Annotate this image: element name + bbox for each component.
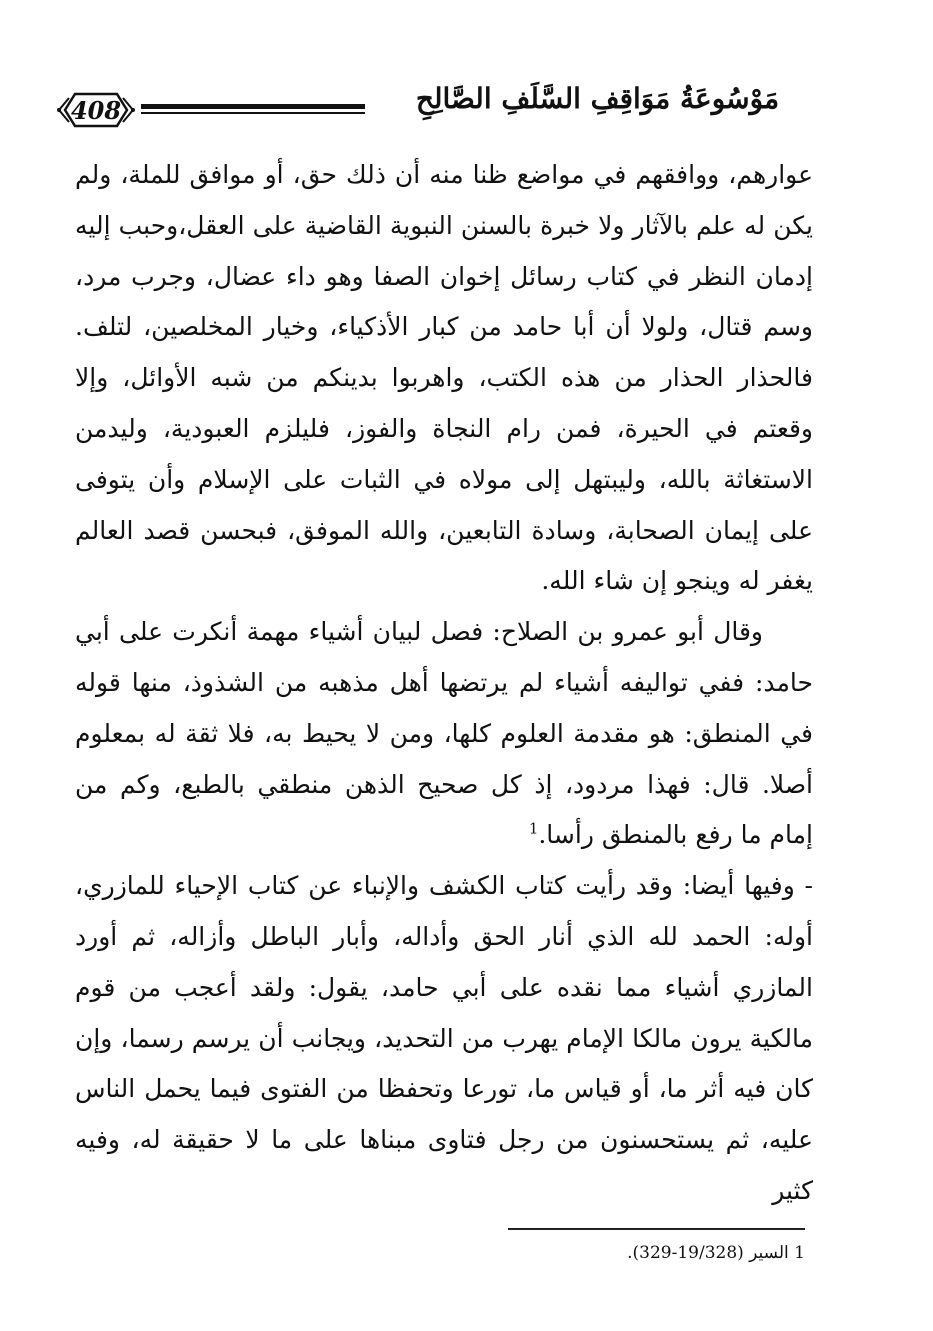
body-text: [75, 150, 813, 1217]
page-number-badge: [55, 90, 137, 130]
paragraph-3: - وفيها أيضا: وقد رأيت كتاب الكشف والإنباء عن كتاب الإحياء للمازري، أوله: الحمد لله الذي أنار الحق وأداله، وأبار الباطل وأزاله، ثم أورد المازري أشياء مما نقده على أبي حامد، يقول: ولقد أعجب من قوم مالكية يرون مالكا الإمام يهرب من التحديد، ويجانب أن يرسم رسما، وإن كان فيه أثر ما، أو قياس ما، تورعا وتحفظا من الفتوى فيما يحمل الناس عليه، ثم يستحسنون من رجل فتاوى مبناها على ما لا حقيقة له، وفيه كثير: [75, 871, 813, 1205]
page-header: [55, 78, 825, 142]
paragraph-1: عوارهم، ووافقهم في مواضع ظنا منه أن ذلك حق، أو موافق للملة، ولم يكن له علم بالآثار ولا خبرة بالسنن النبوية القاضية على العقل،وحبب إليه إدمان النظر في كتاب رسائل إخوان الصفا وهو داء عضال، وجرب مرد، وسم قتال، ولولا أن أبا حامد من كبار الأذكياء، وخيار المخلصين، لتلف. فالحذار الحذار من هذه الكتب، واهربوا بدينكم من شبه الأوائل، وإلا وقعتم في الحيرة، فمن رام النجاة والفوز، فليلزم العبودية، وليدمن الاستغاثة بالله، وليبتهل إلى مولاه في الثبات على الإسلام وأن يتوفى على إيمان الصحابة، وسادة التابعين، والله الموفق، فبحسن قصد العالم يغفر له وينجو إن شاء الله.: [75, 160, 813, 596]
page-number: 408: [70, 95, 122, 125]
footnote: 1 السير (19/328-329).: [627, 1243, 805, 1263]
header-rule-thin: [141, 112, 365, 114]
paragraph-2-text: وقال أبو عمرو بن الصلاح: فصل لبيان أشياء مهمة أنكرت على أبي حامد: ففي تواليفه أشياء لم يرتضها أهل مذهبه من الشذوذ، منها قوله في المنطق: هو مقدمة العلوم كلها، ومن لا يحيط به، فلا ثقة له بمعلوم أصلا. قال: فهذا مردود، إذ كل صحيح الذهن منطقي بالطبع، وكم من إمام ما رفع بالمنطق رأسا.: [75, 617, 813, 850]
paragraph-2: [75, 607, 813, 861]
series-title: مَوْسُوعَةُ مَوَاقِفِ السَّلَفِ الصَّالِحِ: [415, 82, 780, 115]
footnote-ref: 1: [528, 820, 539, 839]
footnote-separator: [508, 1228, 805, 1230]
header-rule-thick: [141, 104, 365, 109]
